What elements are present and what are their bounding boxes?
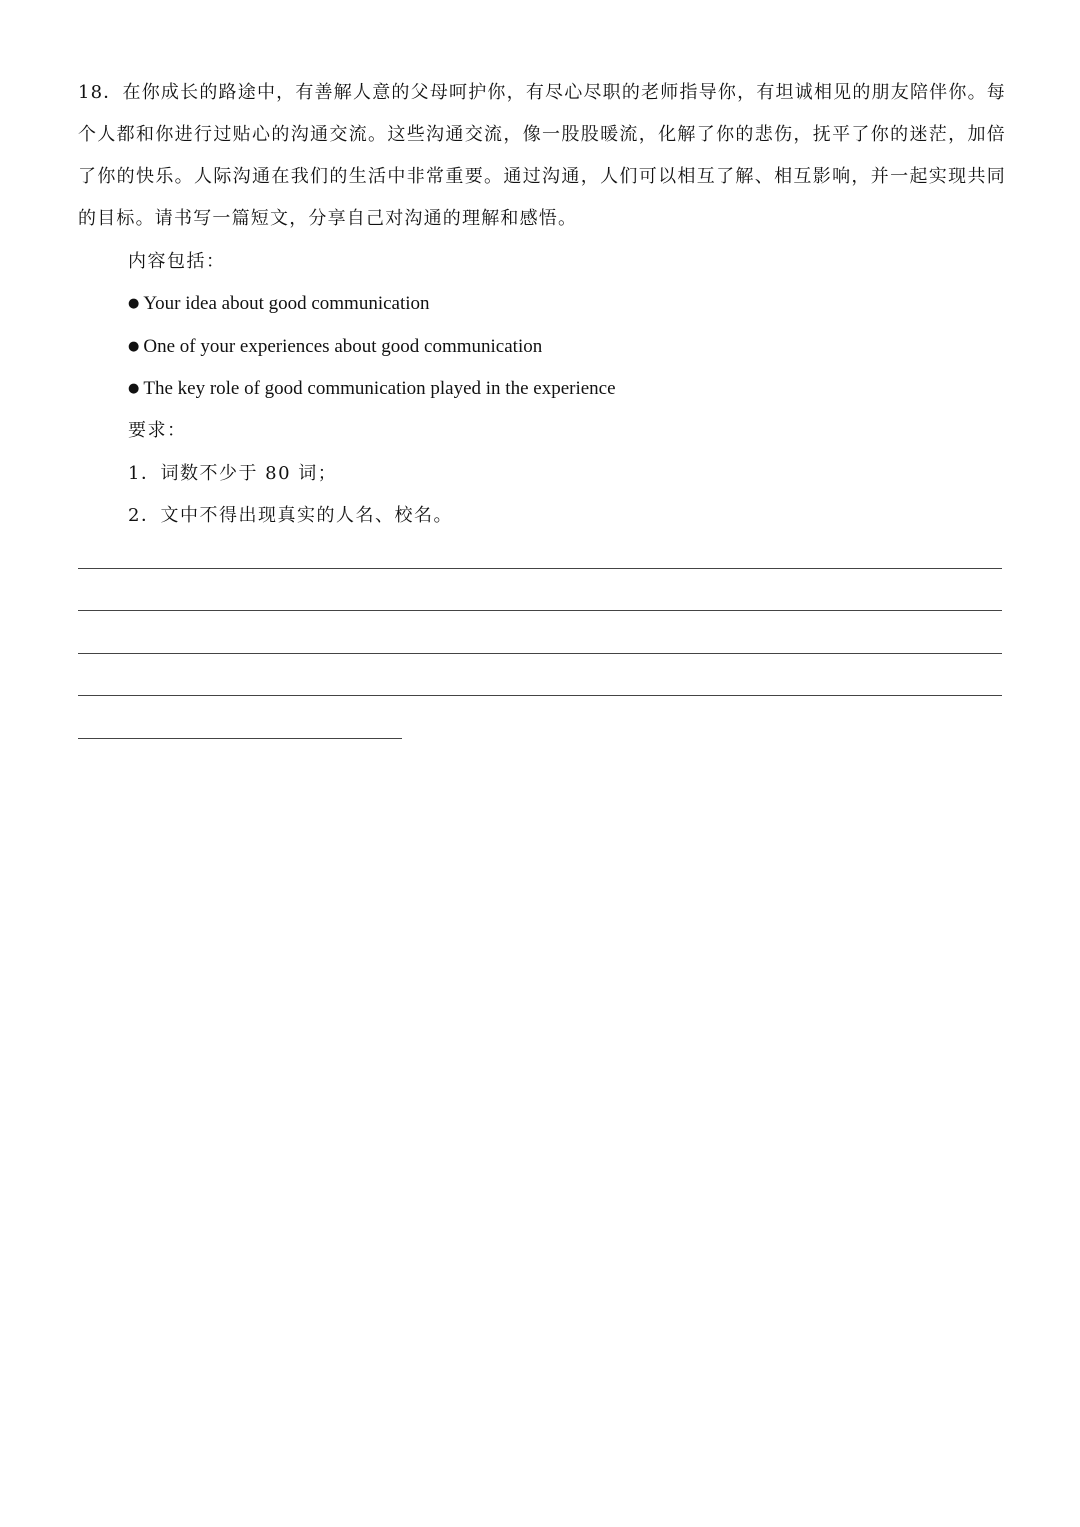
answer-line[interactable] <box>78 568 1002 569</box>
question-prompt: 18．在你成长的路途中，有善解人意的父母呵护你，有尽心尽职的老师指导你，有坦诚相见的朋友陪伴你。每个人都和你进行过贴心的沟通交流。这些沟通交流，像一股股暖流，化解了你的悲伤，抚平了你的迷茫，加倍了你的快乐。人际沟通在我们的生活中非常重要。通过沟通，人们可以相互了解、相互影响，并一起实现共同的目标。请书写一篇短文，分享自己对沟通的理解和感悟。 <box>78 82 1006 229</box>
content-point <box>128 289 430 321</box>
bullet-icon: ● <box>128 296 140 311</box>
content-point-text: Your idea about good communication <box>143 293 430 314</box>
content-point <box>128 332 542 364</box>
answer-line[interactable] <box>78 610 1002 611</box>
answer-line[interactable] <box>78 653 1002 654</box>
bullet-icon: ● <box>128 381 140 396</box>
answer-line[interactable] <box>78 695 1002 696</box>
content-point <box>128 374 616 406</box>
requirements-heading: 要求： <box>128 420 187 441</box>
requirement-item: 2．文中不得出现真实的人名、校名。 <box>128 505 453 526</box>
content-point-text: One of your experiences about good communication <box>143 336 543 357</box>
content-point-text: The key role of good communication played in the experience <box>143 378 616 399</box>
answer-line[interactable] <box>78 738 402 739</box>
content-heading: 内容包括： <box>128 251 226 272</box>
bullet-icon: ● <box>128 339 140 354</box>
requirement-item: 1．词数不少于 80 词； <box>128 463 338 484</box>
